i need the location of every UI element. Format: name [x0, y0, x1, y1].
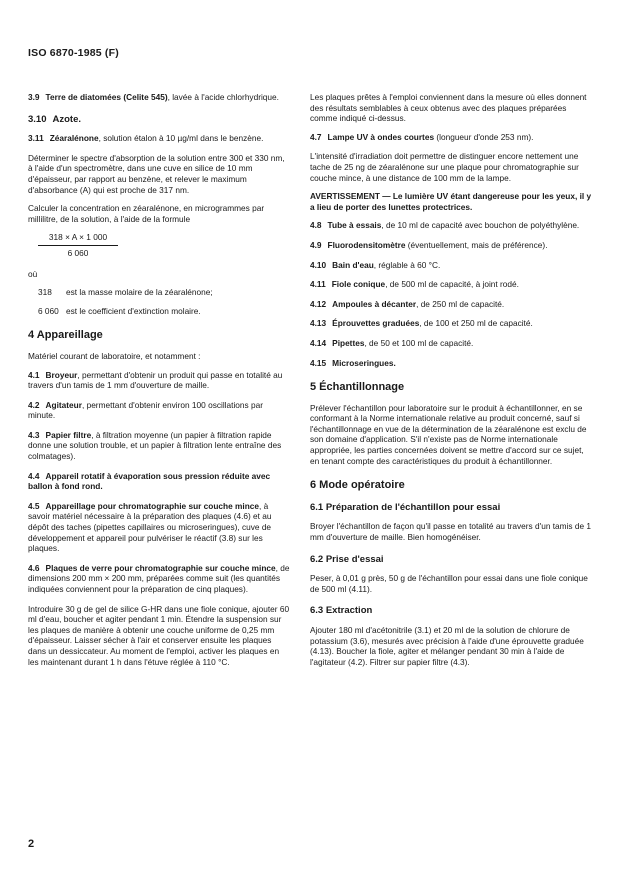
section-heading-6: 6 Mode opératoire [310, 479, 405, 492]
paragraph: Calculer la concentration en zéaralénone, en microgrammes par millilitre, de la solution, à l'aide de la formule [28, 203, 265, 224]
clause-4-12: 4.12 Ampoules à décanter, de 250 ml de capacité. [310, 298, 505, 309]
clause-4-9: 4.9 Fluorodensitomètre (éventuellement, mais de préférence). [310, 239, 548, 250]
paragraph: Matériel courant de laboratoire, et notamment : [28, 350, 201, 361]
subsection-heading-6-3: 6.3 Extraction [310, 605, 373, 617]
where-label: où [28, 268, 38, 279]
subsection-heading-6-1: 6.1 Préparation de l'échantillon pour essai [310, 501, 501, 513]
clause-3-10: 3.10 Azote. [28, 113, 81, 125]
formula-denominator: 6 060 [67, 247, 89, 258]
right-column [310, 92, 594, 675]
warning: AVERTISSEMENT — Le lumière UV étant dangereuse pour les yeux, il y a lieu de porter des lunettes protectrices. [310, 191, 592, 212]
formula [38, 232, 118, 258]
paragraph: Prélever l'échantillon pour laboratoire sur le produit à échantillonner, en se conformant à la Norme internationale relative au produit concerné, sauf si l'échantillonnage en vue de la détermination de la zéaralénone est exclu de son domaine d'application. S'il n'existe pas de Norme internationale appropriée, les parties concernées doivent se mettre d'accord sur ce sujet, en tenant compte des caractéristiques du produit à échantillonner. [310, 402, 587, 466]
clause-4-10: 4.10 Bain d'eau, réglable à 60 °C. [310, 259, 441, 270]
where-item: 318 est la masse molaire de la zéaralénone; [38, 287, 213, 298]
clause-3-9: 3.9 Terre de diatomées (Celite 545), lavée à l'acide chlorhydrique. [28, 92, 279, 102]
left-column [28, 92, 290, 675]
paragraph: Les plaques prêtes à l'emploi conviennent dans la mesure où elles donnent des résultats semblables à ceux obtenus avec des plaques préparées comme indiqué ci-dessus. [310, 92, 587, 124]
where-item: 6 060 est le coefficient d'extinction molaire. [38, 305, 201, 316]
clause-4-15: 4.15 Microseringues. [310, 357, 396, 368]
clause-4-3: 4.3 Papier filtre, à filtration moyenne (un papier à filtration rapide donne une solution trouble, et un papier à filtration lente entraîne des colmatages). [28, 429, 282, 462]
formula-numerator: 318 × A × 1 000 [38, 232, 118, 246]
paragraph: L'intensité d'irradiation doit permettre de distinguer encore nettement une tache de 25 ng de zéaralénone sur une plaque pour chromatographie sur couche mince, à une distance de 100 mm de la lampe. [310, 151, 579, 183]
clause-4-8: 4.8 Tube à essais, de 10 ml de capacité avec bouchon de polyéthylène. [310, 220, 580, 231]
subsection-heading-6-2: 6.2 Prise d'essai [310, 553, 384, 565]
clause-4-2: 4.2 Agitateur, permettant d'obtenir environ 100 oscillations par minute. [28, 399, 263, 421]
paragraph: Ajouter 180 ml d'acétonitrile (3.1) et 20 ml de la solution de chlorure de potassium (3.6), mesurés avec précision à l'aide d'une éprouvette graduée (4.13). Boucher la fiole, agiter et mélanger pendant 30 min à l'aide de l'agitateur (4.2). Filtrer sur papier filtre (4.3). [310, 625, 584, 667]
clause-4-7: 4.7 Lampe UV à ondes courtes (longueur d'onde 253 nm). [310, 131, 534, 142]
paragraph: Peser, à 0,01 g près, 50 g de l'échantillon pour essai dans une fiole conique de 500 ml (4.11). [310, 573, 588, 594]
clause-4-1: 4.1 Broyeur, permettant d'obtenir un produit qui passe en totalité au travers d'un tamis de 1 mm d'ouverture de maille. [28, 369, 283, 391]
clause-4-4: 4.4 Appareil rotatif à évaporation sous pression réduite avec ballon à fond rond. [28, 470, 271, 492]
paragraph: Déterminer le spectre d'absorption de la solution entre 300 et 330 nm, à l'aide d'un spectromètre, dans une cuve en silice de 10 mm d'épaisseur, par rapport au benzène, et relever le maximum d'absorbance (A) qui est proche de 317 nm. [28, 152, 285, 195]
paragraph: Introduire 30 g de gel de silice G-HR dans une fiole conique, ajouter 60 ml d'eau, boucher et agiter pendant 1 min. Étendre la suspension sur les plaques de manière à obtenir une couche uniforme de 0,25 mm d'épaisseur. Laisser sécher à l'air et conserver ensuite les plaques dans un dessiccateur. Au moment de l'emploi, activer les plaques en les maintenant durant 1 h dans l'étuve réglée à 110 °C. [28, 603, 290, 667]
document-header: ISO 6870-1985 (F) [28, 47, 119, 59]
clause-4-5: 4.5 Appareillage pour chromatographie sur couche mince, à savoir matériel nécessaire à la préparation des plaques (4.6) et au dépôt des taches (pipettes capillaires ou microseringues), cuve de développement et appareil pour pulvériser le réactif (3.8) sur les plaques. [28, 500, 272, 554]
section-heading-4: 4 Appareillage [28, 329, 103, 342]
section-heading-5: 5 Échantillonnage [310, 381, 405, 394]
paragraph: Broyer l'échantillon de façon qu'il passe en totalité au travers d'un tamis de 1 mm d'ouverture de maille. Bien homogénéiser. [310, 521, 592, 543]
clause-4-6: 4.6 Plaques de verre pour chromatographie sur couche mince, de dimensions 200 mm × 200 mm, préparées comme suit (les quantités indiquées conviennent pour la préparation de cinq plaques). [28, 562, 290, 594]
clause-4-11: 4.11 Fiole conique, de 500 ml de capacité, à joint rodé. [310, 279, 519, 290]
clause-4-13: 4.13 Éprouvettes graduées, de 100 et 250 ml de capacité. [310, 318, 533, 329]
clause-3-11: 3.11 Zéaralénone, solution étalon à 10 µg/ml dans le benzène. [28, 133, 264, 144]
page-number: 2 [28, 838, 35, 850]
clause-4-14: 4.14 Pipettes, de 50 et 100 ml de capacité. [310, 337, 474, 348]
